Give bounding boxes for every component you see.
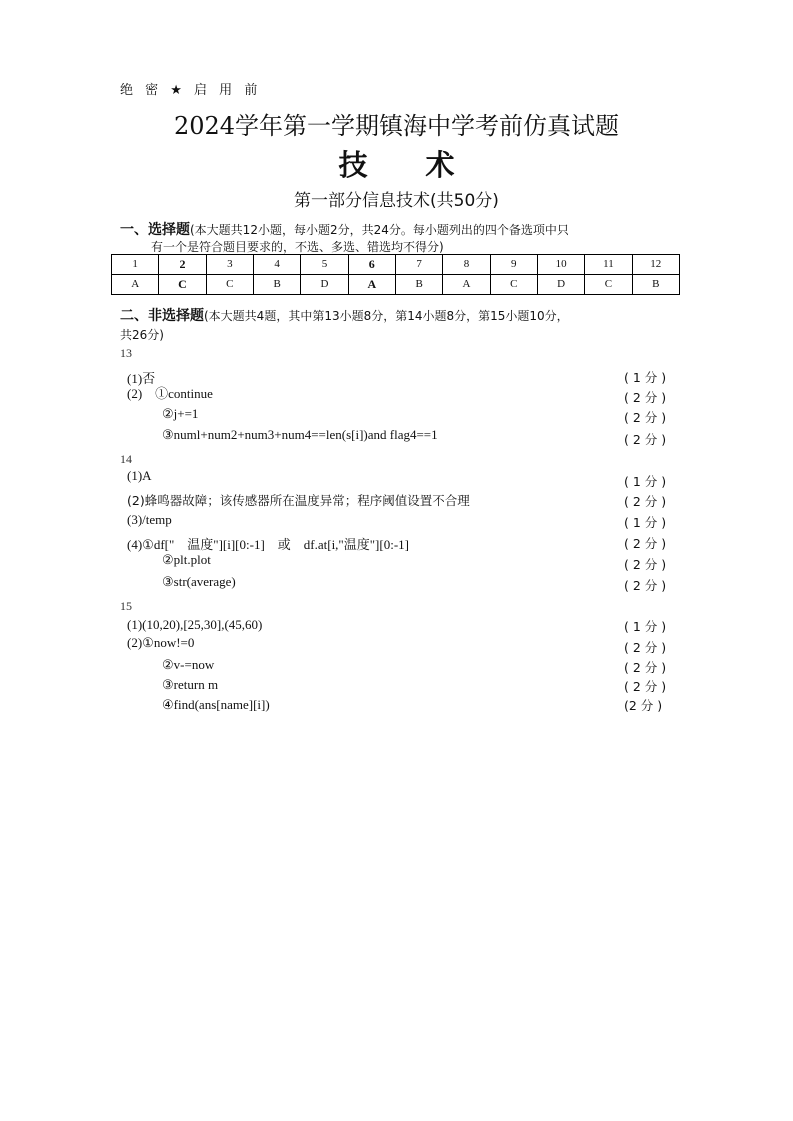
- q14-score: ( 2 分 ): [624, 578, 667, 593]
- section2-header: [120, 305, 569, 325]
- question-number-cell: 4: [253, 255, 300, 275]
- section1-heading: 一、选择题: [120, 222, 190, 238]
- q15-answer-line: ④find(ans[name][i]): [162, 697, 270, 712]
- section1-note-line1: (本大题共12小题，每小题2分，共24分。每小题列出的四个备选项中只: [190, 223, 569, 237]
- section1-note-line2: 有一个是符合题目要求的，不选、多选、错选均不得分): [151, 240, 444, 254]
- section1-header: [120, 219, 569, 239]
- q15-score: (2 分 ): [624, 698, 663, 713]
- exam-title: 2024学年第一学期镇海中学考前仿真试题: [173, 112, 620, 140]
- answer-cell: A: [112, 275, 159, 295]
- q15-score: ( 2 分 ): [624, 679, 667, 694]
- q13-answer-line: ②j+=1: [162, 406, 199, 421]
- q13-score: ( 1 分 ): [624, 370, 667, 385]
- q14-answer-line: (2)蜂鸣器故障；该传感器所在温度异常；程序阈值设置不合理: [127, 493, 470, 508]
- part-title: 第一部分信息技术(共50分): [294, 191, 499, 211]
- q15-number: 15: [120, 599, 132, 613]
- answer-table: [111, 254, 680, 295]
- q14-answer-line: (3)/temp: [127, 512, 172, 527]
- confidential-mark: 绝 密 ★ 启 用 前: [120, 83, 262, 98]
- section2-note-line2: 共26分): [120, 328, 164, 342]
- answer-cell: B: [253, 275, 300, 295]
- q13-score: ( 2 分 ): [624, 432, 667, 447]
- q13-answer-line: (1)否: [127, 371, 156, 386]
- q14-score: ( 1 分 ): [624, 515, 667, 530]
- q13-answer-line: ③numl+num2+num3+num4==len(s[i])and flag4==1: [162, 427, 438, 442]
- answer-cell: A: [348, 275, 395, 295]
- answer-table-number-row: [112, 255, 680, 275]
- q13-number: 13: [120, 346, 132, 360]
- answer-table-answer-row: [112, 275, 680, 295]
- question-number-cell: 12: [632, 255, 679, 275]
- q15-answer-line: ②v-=now: [162, 657, 215, 672]
- q14-answer-line: ②plt.plot: [162, 552, 211, 567]
- q14-score: ( 2 分 ): [624, 536, 667, 551]
- q15-score: ( 1 分 ): [624, 619, 667, 634]
- q14-answer-line: ③str(average): [162, 574, 236, 589]
- answer-cell: D: [301, 275, 348, 295]
- subject-title: 技 术: [338, 148, 455, 182]
- q13-score: ( 2 分 ): [624, 410, 667, 425]
- question-number-cell: 2: [159, 255, 206, 275]
- q15-answer-line: ③return m: [162, 677, 219, 692]
- answer-cell: B: [395, 275, 442, 295]
- question-number-cell: 1: [112, 255, 159, 275]
- q14-score: ( 2 分 ): [624, 494, 667, 509]
- question-number-cell: 7: [395, 255, 442, 275]
- question-number-cell: 5: [301, 255, 348, 275]
- q14-answer-line: (4)①df[" 温度"][i][0:-1] 或 df.at[i,"温度"][0:-1]: [127, 537, 409, 552]
- q13-answer-line: (2) ①continue: [127, 386, 213, 401]
- section2-note-line1: (本大题共4题，其中第13小题8分，第14小题8分，第15小题10分，: [204, 309, 569, 323]
- answer-cell: D: [537, 275, 584, 295]
- q14-answer-line: (1)A: [127, 468, 152, 483]
- q15-score: ( 2 分 ): [624, 640, 667, 655]
- q13-score: ( 2 分 ): [624, 390, 667, 405]
- q15-score: ( 2 分 ): [624, 660, 667, 675]
- question-number-cell: 10: [537, 255, 584, 275]
- question-number-cell: 3: [206, 255, 253, 275]
- q14-score: ( 2 分 ): [624, 557, 667, 572]
- q15-answer-line: (2)①now!=0: [127, 635, 195, 650]
- answer-cell: A: [443, 275, 490, 295]
- q14-number: 14: [120, 452, 132, 466]
- question-number-cell: 9: [490, 255, 537, 275]
- question-number-cell: 11: [585, 255, 632, 275]
- question-number-cell: 8: [443, 255, 490, 275]
- section2-heading: 二、非选择题: [120, 308, 204, 324]
- q14-score: ( 1 分 ): [624, 474, 667, 489]
- answer-cell: C: [159, 275, 206, 295]
- q15-answer-line: (1)(10,20),[25,30],(45,60): [127, 617, 263, 632]
- answer-cell: B: [632, 275, 679, 295]
- answer-cell: C: [206, 275, 253, 295]
- answer-cell: C: [490, 275, 537, 295]
- answer-cell: C: [585, 275, 632, 295]
- question-number-cell: 6: [348, 255, 395, 275]
